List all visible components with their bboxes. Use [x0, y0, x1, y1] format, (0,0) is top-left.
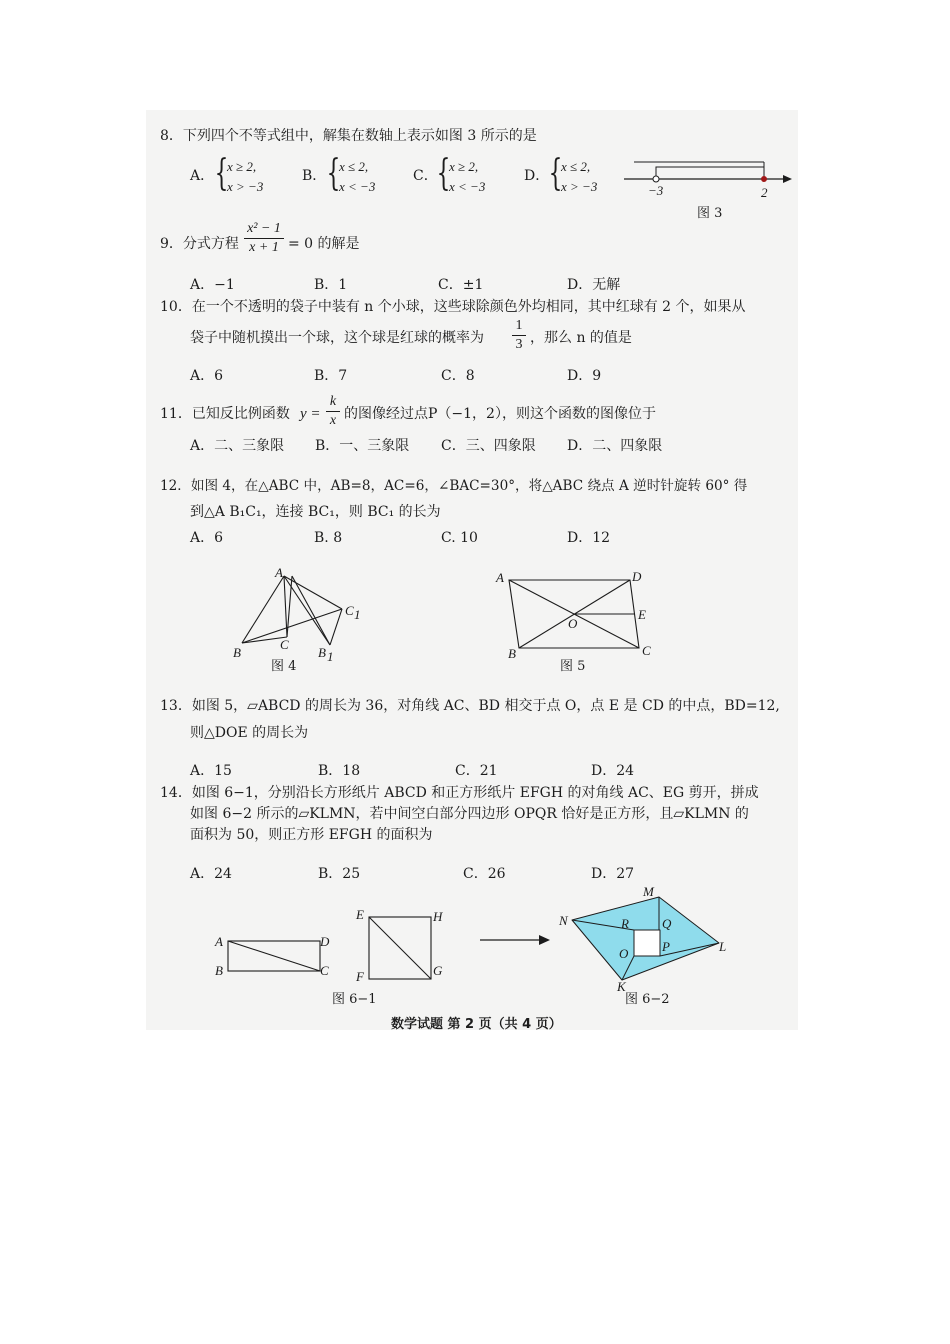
q14-option-c: C．26 — [463, 866, 506, 882]
q8-a-line2: x > −3 — [227, 179, 264, 194]
q9-denominator: x + 1 — [249, 240, 279, 255]
fig4-label-c1: C — [345, 603, 354, 618]
q9-suffix: = 0 的解是 — [288, 236, 360, 252]
fig4-label-c: C — [280, 637, 289, 652]
fig6-1-label-c: C — [320, 963, 329, 978]
q10-option-a: A．6 — [190, 368, 224, 384]
q9-option-c: C．±1 — [438, 277, 484, 293]
q14-option-a: A．24 — [190, 866, 232, 882]
q8-option-c-label: C． — [413, 168, 438, 184]
q13-option-a: A．15 — [190, 763, 232, 779]
q14-option-d: D．27 — [591, 866, 635, 882]
q9-option-b: B．1 — [314, 277, 348, 293]
q8-b-line1: x ≤ 2, — [339, 159, 369, 174]
fig5-diagram — [490, 565, 660, 665]
q10-line1: 10．在一个不透明的袋子中装有 n 个小球，这些球除颜色外均相同，其中红球有 2 个，如果从 — [160, 299, 746, 315]
q11-frac-den: x — [329, 413, 337, 428]
fig6-2-label-p: P — [662, 939, 670, 954]
fig6-1-label-e: E — [356, 907, 364, 922]
q8-option-c-system — [449, 157, 485, 197]
q11-option-c: C．三、四象限 — [441, 438, 536, 454]
fig6-2-label-l: L — [719, 939, 727, 954]
q12-option-b: B. 8 — [314, 530, 343, 546]
fig6-2-label-m: M — [643, 884, 654, 899]
q9-fraction — [244, 221, 284, 256]
fig4-label-a: A — [275, 565, 283, 580]
q11-frac-num: k — [329, 394, 337, 409]
q13-option-b: B．18 — [318, 763, 361, 779]
fig6-1-label-a: A — [215, 934, 223, 949]
q13-line1: 13．如图 5，▱ABCD 的周长为 36，对角线 AC、BD 相交于点 O，点 E 是 CD 的中点，BD=12, — [160, 698, 780, 714]
q10-frac-num: 1 — [515, 318, 523, 333]
q10-fraction — [512, 318, 526, 353]
fig6-2-caption: 图 6−2 — [625, 992, 670, 1007]
page-footer: 数学试题 第 2 页（共 4 页） — [391, 1017, 562, 1032]
q11-suffix: 的图像经过点P（−1，2），则这个函数的图像位于 — [344, 406, 656, 422]
q9-prefix: 9．分式方程 — [160, 236, 239, 252]
fig4-label-b1-sub: 1 — [327, 649, 334, 664]
q10-line2-prefix: 袋子中随机摸出一个球，这个球是红球的概率为 — [190, 330, 484, 346]
fig4-label-b: B — [233, 645, 241, 660]
q12-option-d: D．12 — [567, 530, 611, 546]
fig6-2-label-o: O — [619, 946, 629, 961]
q8-option-a-system — [227, 157, 263, 197]
fig3-tick-right: 2 — [761, 185, 768, 200]
fig5-label-d: D — [632, 569, 642, 584]
q11-option-d: D．二、四象限 — [567, 438, 663, 454]
q10-option-d: D．9 — [567, 368, 602, 384]
q10-line2-suffix: ，那么 n 的值是 — [530, 330, 632, 346]
q11-fraction — [326, 394, 340, 429]
fig6-2-label-r: R — [621, 916, 629, 931]
q8-option-a-brace: { — [214, 153, 229, 194]
fig6-2-label-k: K — [617, 979, 626, 994]
fig6-1-caption: 图 6−1 — [332, 992, 377, 1007]
q8-c-line1: x ≥ 2, — [449, 159, 479, 174]
q13-option-c: C．21 — [455, 763, 498, 779]
q11-option-a: A．二、三象限 — [190, 438, 285, 454]
fig5-label-b: B — [508, 646, 516, 661]
q12-option-a: A．6 — [190, 530, 224, 546]
q14-line3: 面积为 50，则正方形 EFGH 的面积为 — [190, 827, 433, 843]
q14-option-b: B．25 — [318, 866, 361, 882]
q8-option-b-brace: { — [326, 153, 341, 194]
q8-b-line2: x < −3 — [339, 179, 376, 194]
fig6-1-label-d: D — [320, 934, 330, 949]
q9-numerator: x² − 1 — [247, 221, 281, 236]
fig5-label-e: E — [638, 607, 646, 622]
q8-option-b-label: B． — [302, 168, 327, 184]
fig6-1-label-g: G — [433, 963, 443, 978]
q8-option-a-label: A． — [190, 168, 215, 184]
q10-frac-den: 3 — [515, 337, 523, 352]
fig4-caption: 图 4 — [271, 659, 297, 674]
q11-option-b: B．一、三象限 — [315, 438, 410, 454]
q11-func-lhs: y = — [300, 406, 321, 422]
fig6-1-label-b: B — [215, 963, 223, 978]
q14-line1: 14．如图 6−1，分别沿长方形纸片 ABCD 和正方形纸片 EFGH 的对角线 AC、EG 剪开，拼成 — [160, 785, 759, 801]
q8-stem: 8．下列四个不等式组中，解集在数轴上表示如图 3 所示的是 — [160, 128, 537, 144]
q8-option-d-brace: { — [548, 153, 563, 194]
fig6-1-diagram — [210, 905, 460, 985]
fig5-label-a: A — [496, 570, 504, 585]
fig4-label-c1-sub: 1 — [354, 607, 361, 622]
fig5-label-c: C — [642, 643, 651, 658]
q12-line2: 到△A B₁C₁，连接 BC₁，则 BC₁ 的长为 — [190, 504, 441, 520]
q8-d-line1: x ≤ 2, — [561, 159, 591, 174]
fig5-label-o: O — [568, 616, 578, 631]
fig6-1-label-f: F — [356, 969, 364, 984]
q8-option-d-system — [561, 157, 597, 197]
q12-option-c: C. 10 — [441, 530, 478, 546]
q9-option-d: D．无解 — [567, 277, 621, 293]
q12-line1: 12．如图 4，在△ABC 中，AB=8，AC=6，∠BAC=30°，将△ABC 绕点 A 逆时针旋转 60° 得 — [160, 478, 748, 494]
q8-a-line1: x ≥ 2, — [227, 159, 257, 174]
q10-option-b: B．7 — [314, 368, 348, 384]
q13-option-d: D．24 — [591, 763, 635, 779]
fig6-2-label-n: N — [559, 913, 568, 928]
q13-line2: 则△DOE 的周长为 — [190, 725, 309, 741]
q8-d-line2: x > −3 — [561, 179, 598, 194]
fig4-diagram — [225, 565, 375, 675]
fig3-number-line — [620, 150, 800, 202]
q10-option-c: C．8 — [441, 368, 475, 384]
fig6-2-diagram — [555, 880, 735, 992]
fig6-2-square-opqr — [634, 930, 660, 956]
fig6-1-label-h: H — [433, 909, 443, 924]
q8-option-c-brace: { — [436, 153, 451, 194]
q8-option-b-system — [339, 157, 375, 197]
fig4-label-b1: B — [318, 645, 326, 660]
q8-option-d-label: D． — [524, 168, 550, 184]
right-arrow-icon — [478, 932, 553, 948]
q8-c-line2: x < −3 — [449, 179, 486, 194]
fig3-caption: 图 3 — [697, 206, 723, 221]
fig6-2-label-q: Q — [662, 916, 672, 931]
fig3-tick-left: −3 — [648, 183, 664, 198]
q9-option-a: A．−1 — [190, 277, 235, 293]
q14-line2: 如图 6−2 所示的▱KLMN，若中间空白部分四边形 OPQR 恰好是正方形，且▱KLMN 的 — [190, 806, 749, 822]
fig5-caption: 图 5 — [560, 659, 586, 674]
q11-prefix: 11．已知反比例函数 — [160, 406, 290, 422]
